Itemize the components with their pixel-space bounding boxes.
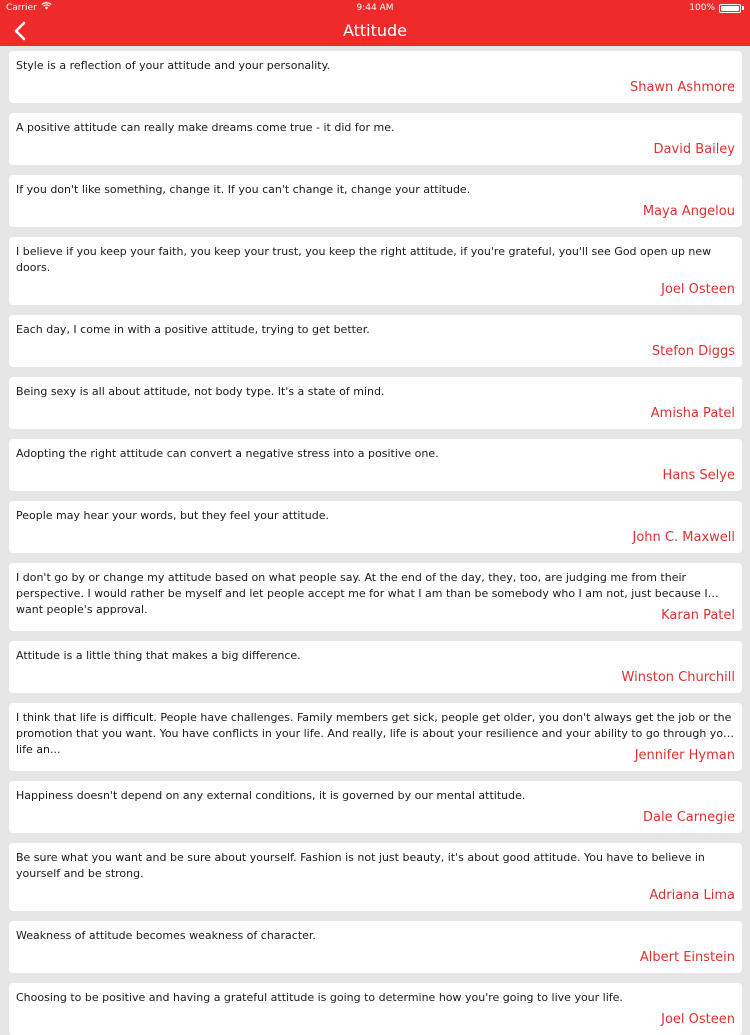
quote-card[interactable] (9, 983, 742, 1035)
quote-author: John C. Maxwell (632, 530, 735, 545)
battery-percent: 100% (689, 3, 715, 13)
quote-author: Jennifer Hyman (634, 748, 735, 763)
quote-author: Albert Einstein (639, 950, 735, 965)
status-time: 9:44 AM (356, 3, 394, 13)
quote-author: Hans Selye (662, 468, 735, 483)
quote-author: Amisha Patel (650, 406, 735, 421)
quote-author: Winston Churchill (621, 670, 735, 685)
quote-author: Adriana Lima (649, 888, 735, 903)
page-title: Attitude (342, 21, 408, 40)
chevron-left-icon (13, 21, 27, 41)
quote-author: Joel Osteen (661, 282, 735, 297)
quote-author: Karan Patel (661, 608, 735, 623)
quote-text: Weakness of attitude becomes weakness of character. (16, 929, 316, 942)
battery-tip (742, 6, 744, 10)
quote-text: Happiness doesn't depend on any external conditions, it is governed by our mental attitude. (16, 789, 526, 802)
battery-icon (719, 4, 741, 13)
carrier-label: Carrier (6, 3, 37, 13)
quote-text: I don't go by or change my attitude based on what people say. At the end of the day, they, too, are judging me from their perspective. I would rather be myself and let people accept me for what I am than be somebody who I am not, just because I want people's approval. (16, 571, 708, 616)
quote-card[interactable] (9, 113, 742, 165)
quote-card[interactable] (9, 501, 742, 553)
quote-card[interactable] (9, 563, 742, 631)
quote-card[interactable] (9, 439, 742, 491)
quote-text: Be sure what you want and be sure about yourself. Fashion is not just beauty, it's about good attitude. You have to believe in yourself and be strong. (16, 851, 705, 880)
quote-author: Maya Angelou (642, 204, 735, 219)
quote-text: I believe if you keep your faith, you keep your trust, you keep the right attitude, if you're grateful, you'll see God open up new doors. (16, 245, 712, 274)
quote-card[interactable] (9, 843, 742, 911)
quote-text: People may hear your words, but they feel your attitude. (16, 509, 329, 522)
quote-card[interactable] (9, 703, 742, 771)
quote-card[interactable] (9, 175, 742, 227)
quote-text: Attitude is a little thing that makes a big difference. (16, 649, 301, 662)
quote-card[interactable] (9, 641, 742, 693)
quote-text: Each day, I come in with a positive attitude, trying to get better. (16, 323, 370, 336)
quote-card[interactable] (9, 377, 742, 429)
quote-list[interactable] (0, 46, 750, 1035)
quote-author: Stefon Diggs (651, 344, 735, 359)
quote-card[interactable] (9, 921, 742, 973)
back-button[interactable] (8, 19, 32, 43)
quote-text: Adopting the right attitude can convert a negative stress into a positive one. (16, 447, 439, 460)
quote-text: A positive attitude can really make dreams come true - it did for me. (16, 121, 395, 134)
quote-author: Dale Carnegie (643, 810, 735, 825)
quote-text: Choosing to be positive and having a grateful attitude is going to determine how you're going to live your life. (16, 991, 623, 1004)
quote-text: If you don't like something, change it. If you can't change it, change your attitude. (16, 183, 471, 196)
navigation-bar (0, 16, 750, 46)
quote-card[interactable] (9, 51, 742, 103)
quote-author: Shawn Ashmore (629, 80, 735, 95)
quote-author: David Bailey (653, 142, 735, 157)
quote-card[interactable] (9, 237, 742, 305)
status-bar (0, 0, 750, 16)
quote-text: Style is a reflection of your attitude and your personality. (16, 59, 331, 72)
quote-card[interactable] (9, 315, 742, 367)
quote-card[interactable] (9, 781, 742, 833)
status-right (689, 0, 744, 16)
quote-text: I think that life is difficult. People have challenges. Family members get sick, people get older, you don't always get the job or the promotion that you want. You have conflicts in your life. And really, life is about your resilience and your ability to go through your life an... (16, 711, 735, 756)
quote-text: Being sexy is all about attitude, not body type. It's a state of mind. (16, 385, 385, 398)
quote-author: Joel Osteen (661, 1012, 735, 1027)
